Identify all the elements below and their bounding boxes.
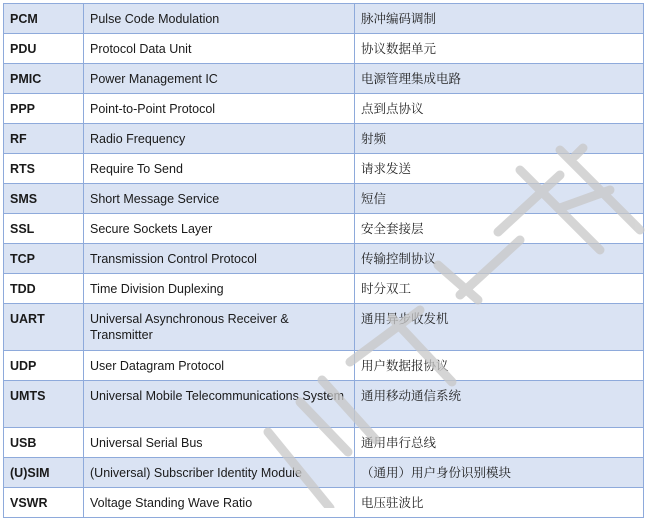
full-name-cell: Voltage Standing Wave Ratio: [84, 488, 355, 518]
full-name-cell: Pulse Code Modulation: [84, 4, 355, 34]
chinese-name-cell: 用户数据报协议: [355, 351, 644, 381]
abbreviation-cell: PCM: [4, 4, 84, 34]
chinese-name-cell: 时分双工: [355, 274, 644, 304]
table-row: [4, 94, 644, 124]
abbreviation-cell: SMS: [4, 184, 84, 214]
abbreviation-cell: RF: [4, 124, 84, 154]
abbreviation-cell: TCP: [4, 244, 84, 274]
chinese-name-cell: 脉冲编码调制: [355, 4, 644, 34]
full-name-cell: (Universal) Subscriber Identity Module: [84, 458, 355, 488]
full-name-cell: Universal Serial Bus: [84, 428, 355, 458]
full-name-cell: Universal Asynchronous Receiver & Transmitter: [84, 304, 355, 351]
abbreviation-table: [3, 3, 644, 518]
full-name-cell: Transmission Control Protocol: [84, 244, 355, 274]
full-name-cell: Point-to-Point Protocol: [84, 94, 355, 124]
full-name-cell: Radio Frequency: [84, 124, 355, 154]
table-row: [4, 458, 644, 488]
chinese-name-cell: 传输控制协议: [355, 244, 644, 274]
abbreviation-table-body: [4, 4, 644, 518]
table-row: [4, 214, 644, 244]
table-row: [4, 351, 644, 381]
abbreviation-cell: PDU: [4, 34, 84, 64]
chinese-name-cell: 射频: [355, 124, 644, 154]
chinese-name-cell: 请求发送: [355, 154, 644, 184]
table-row: [4, 184, 644, 214]
chinese-name-cell: 通用异步收发机: [355, 304, 644, 351]
abbreviation-cell: UDP: [4, 351, 84, 381]
table-row: [4, 64, 644, 94]
abbreviation-cell: UMTS: [4, 381, 84, 428]
chinese-name-cell: 电压驻波比: [355, 488, 644, 518]
table-row: [4, 244, 644, 274]
full-name-cell: Power Management IC: [84, 64, 355, 94]
chinese-name-cell: 安全套接层: [355, 214, 644, 244]
table-row: [4, 4, 644, 34]
chinese-name-cell: 通用串行总线: [355, 428, 644, 458]
abbreviation-cell: TDD: [4, 274, 84, 304]
abbreviation-cell: PMIC: [4, 64, 84, 94]
full-name-cell: Secure Sockets Layer: [84, 214, 355, 244]
chinese-name-cell: 协议数据单元: [355, 34, 644, 64]
table-row: [4, 488, 644, 518]
abbreviation-cell: RTS: [4, 154, 84, 184]
full-name-cell: Require To Send: [84, 154, 355, 184]
chinese-name-cell: 点到点协议: [355, 94, 644, 124]
chinese-name-cell: 短信: [355, 184, 644, 214]
chinese-name-cell: 电源管理集成电路: [355, 64, 644, 94]
abbreviation-cell: VSWR: [4, 488, 84, 518]
table-row: [4, 154, 644, 184]
full-name-cell: Short Message Service: [84, 184, 355, 214]
table-row: [4, 274, 644, 304]
chinese-name-cell: 通用移动通信系统: [355, 381, 644, 428]
table-row: [4, 428, 644, 458]
abbreviation-cell: UART: [4, 304, 84, 351]
abbreviation-cell: SSL: [4, 214, 84, 244]
abbreviation-cell: USB: [4, 428, 84, 458]
full-name-cell: Protocol Data Unit: [84, 34, 355, 64]
table-row: [4, 34, 644, 64]
table-row: [4, 381, 644, 428]
abbreviation-cell: (U)SIM: [4, 458, 84, 488]
table-row: [4, 124, 644, 154]
table-row: [4, 304, 644, 351]
full-name-cell: User Datagram Protocol: [84, 351, 355, 381]
chinese-name-cell: （通用）用户身份识别模块: [355, 458, 644, 488]
abbreviation-cell: PPP: [4, 94, 84, 124]
full-name-cell: Time Division Duplexing: [84, 274, 355, 304]
full-name-cell: Universal Mobile Telecommunications System: [84, 381, 355, 428]
